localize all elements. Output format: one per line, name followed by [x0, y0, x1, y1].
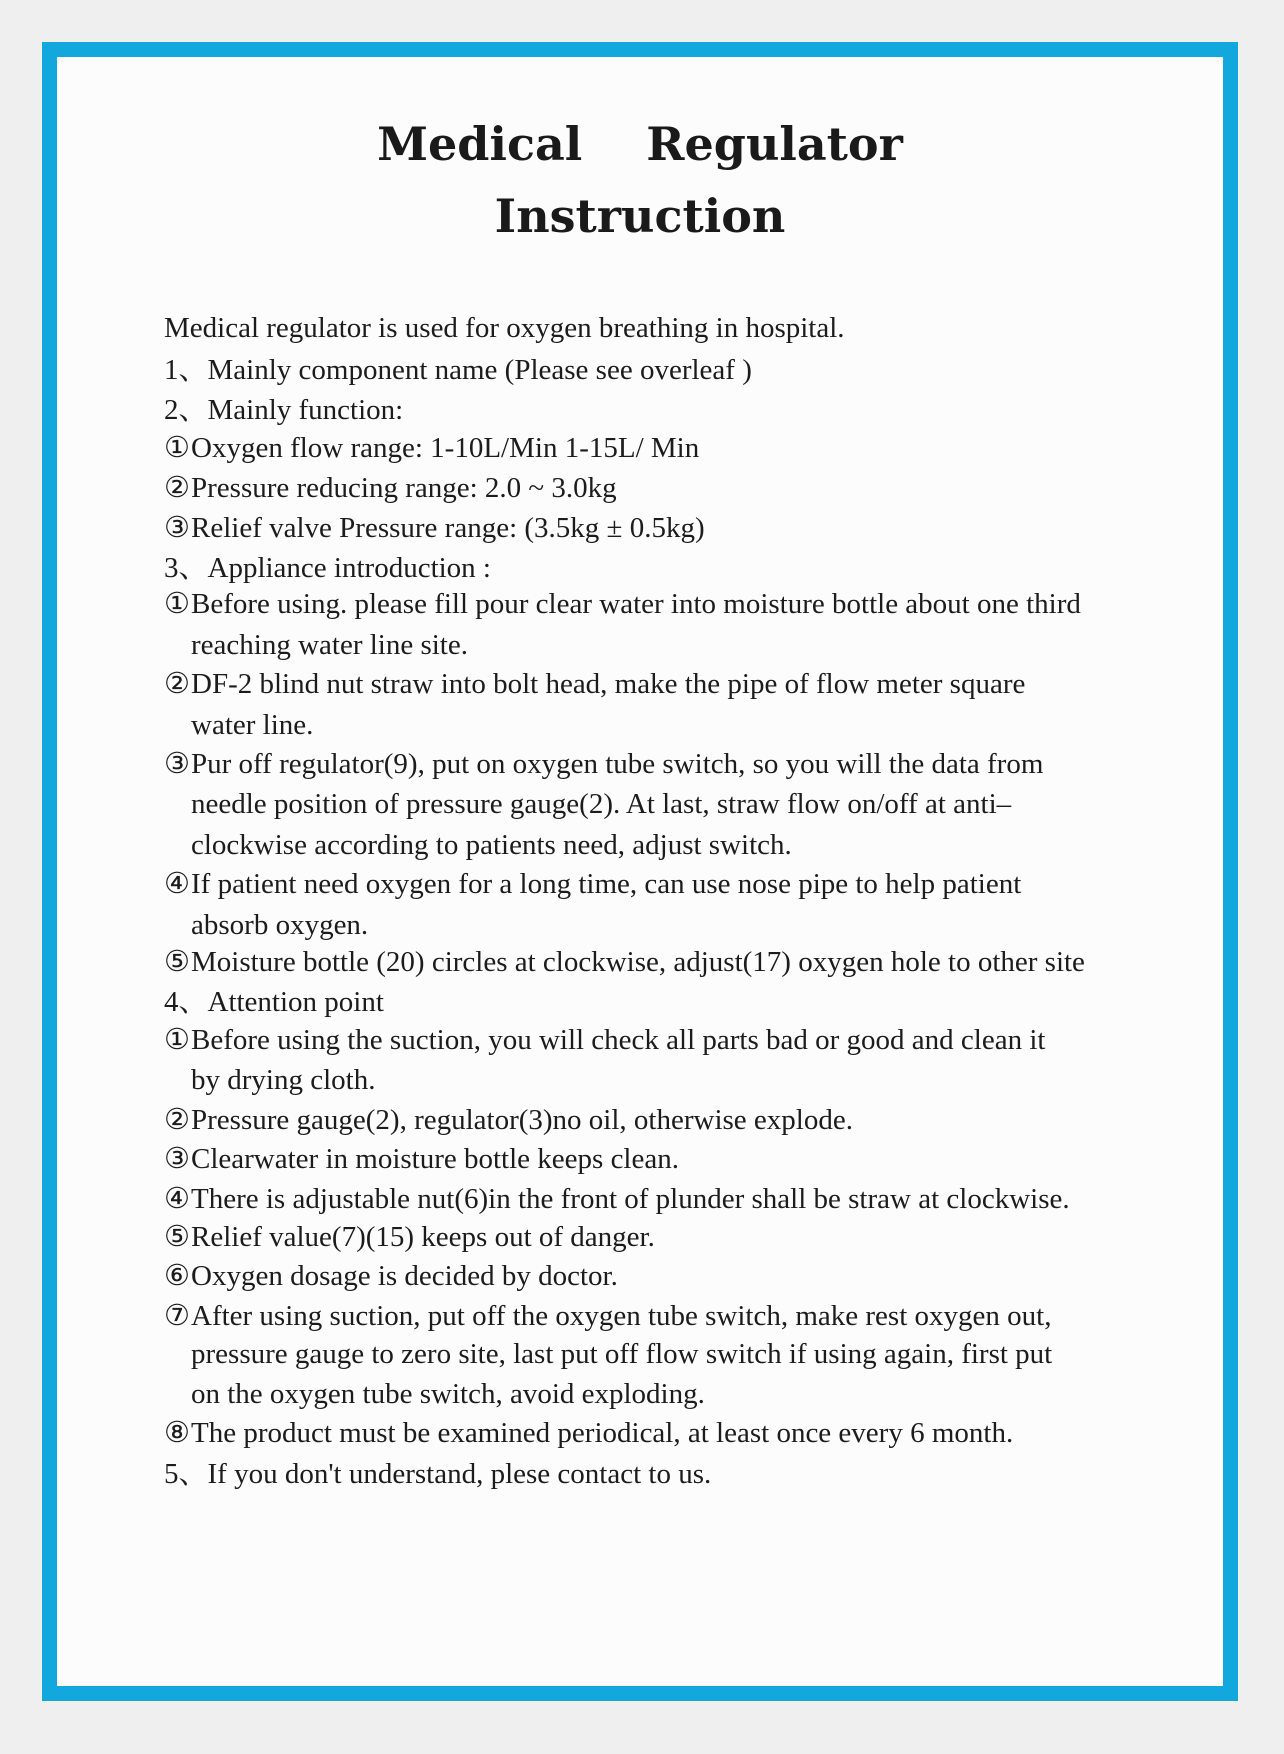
section-5-heading: 5、If you don't understand, plese contact to us.	[164, 1458, 712, 1490]
item-text: Pressure reducing range: 2.0 ~ 3.0kg	[191, 472, 617, 504]
item-text: After using suction, put off the oxygen tube switch, make rest oxygen out,	[191, 1300, 1052, 1332]
appliance-item-continuation: water line.	[191, 709, 314, 741]
item-number: ⑥	[164, 1260, 190, 1292]
attention-item	[164, 1299, 1051, 1333]
section-3-heading: 3、Appliance introduction :	[164, 552, 491, 584]
section-2-heading: 2、Mainly function:	[164, 394, 404, 426]
instruction-sheet	[42, 42, 1238, 1701]
attention-item-continuation: by drying cloth.	[191, 1064, 376, 1096]
item-text: Oxygen dosage is decided by doctor.	[191, 1260, 618, 1292]
item-text: Oxygen flow range: 1-10L/Min 1-15L/ Min	[191, 432, 700, 464]
appliance-item-continuation: clockwise according to patients need, adjust switch.	[191, 829, 792, 861]
item-number: ①	[164, 588, 190, 620]
appliance-item-continuation: needle position of pressure gauge(2). At last, straw flow on/off at anti–	[191, 788, 1012, 820]
item-text: If patient need oxygen for a long time, can use nose pipe to help patient	[191, 868, 1022, 900]
section-1-heading: 1、Mainly component name (Please see overleaf )	[164, 354, 752, 386]
item-text: Pur off regulator(9), put on oxygen tube switch, so you will the data from	[191, 748, 1044, 780]
item-number: ③	[164, 512, 190, 544]
item-number: ③	[164, 1143, 190, 1175]
item-text: The product must be examined periodical, at least once every 6 month.	[191, 1417, 1014, 1449]
item-text: Before using. please fill pour clear water into moisture bottle about one third	[191, 588, 1081, 620]
item-text: There is adjustable nut(6)in the front of plunder shall be straw at clockwise.	[191, 1183, 1070, 1215]
item-number: ⑤	[164, 1221, 190, 1253]
attention-item	[164, 1142, 679, 1176]
item-number: ②	[164, 668, 190, 700]
item-text: Pressure gauge(2), regulator(3)no oil, otherwise explode.	[191, 1104, 853, 1136]
function-item	[164, 431, 699, 465]
attention-item	[164, 1416, 1013, 1450]
item-text: Moisture bottle (20) circles at clockwise, adjust(17) oxygen hole to other site	[191, 946, 1085, 978]
function-item	[164, 471, 617, 505]
appliance-item	[164, 867, 1021, 901]
appliance-item	[164, 747, 1043, 781]
attention-item-continuation: pressure gauge to zero site, last put off flow switch if using again, first put	[191, 1338, 1053, 1370]
item-number: ⑧	[164, 1417, 190, 1449]
attention-item	[164, 1220, 655, 1254]
item-number: ④	[164, 1183, 190, 1215]
item-text: DF-2 blind nut straw into bolt head, make the pipe of flow meter square	[191, 668, 1026, 700]
item-number: ③	[164, 748, 190, 780]
item-number: ①	[164, 432, 190, 464]
item-text: Relief valve Pressure range: (3.5kg ± 0.5kg)	[191, 512, 705, 544]
item-number: ⑦	[164, 1300, 190, 1332]
appliance-item-continuation: absorb oxygen.	[191, 909, 369, 941]
item-number: ④	[164, 868, 190, 900]
appliance-item-continuation: reaching water line site.	[191, 629, 468, 661]
appliance-item	[164, 667, 1025, 701]
attention-item-continuation: on the oxygen tube switch, avoid exploding.	[191, 1378, 705, 1410]
item-text: Clearwater in moisture bottle keeps clean.	[191, 1143, 679, 1175]
attention-item	[164, 1182, 1070, 1216]
item-number: ⑤	[164, 946, 190, 978]
item-number: ②	[164, 472, 190, 504]
item-number: ①	[164, 1024, 190, 1056]
attention-item	[164, 1103, 853, 1137]
item-text: Relief value(7)(15) keeps out of danger.	[191, 1221, 655, 1253]
title-line-2: Instruction	[494, 189, 786, 243]
function-item	[164, 511, 705, 545]
title-line-1: Medical Regulator	[377, 117, 903, 171]
section-4-heading: 4、Attention point	[164, 986, 384, 1018]
item-number: ②	[164, 1104, 190, 1136]
attention-item	[164, 1259, 618, 1293]
appliance-item	[164, 945, 1085, 979]
intro-text: Medical regulator is used for oxygen breathing in hospital.	[164, 312, 845, 344]
attention-item	[164, 1023, 1045, 1057]
appliance-item	[164, 587, 1081, 621]
item-text: Before using the suction, you will check all parts bad or good and clean it	[191, 1024, 1046, 1056]
